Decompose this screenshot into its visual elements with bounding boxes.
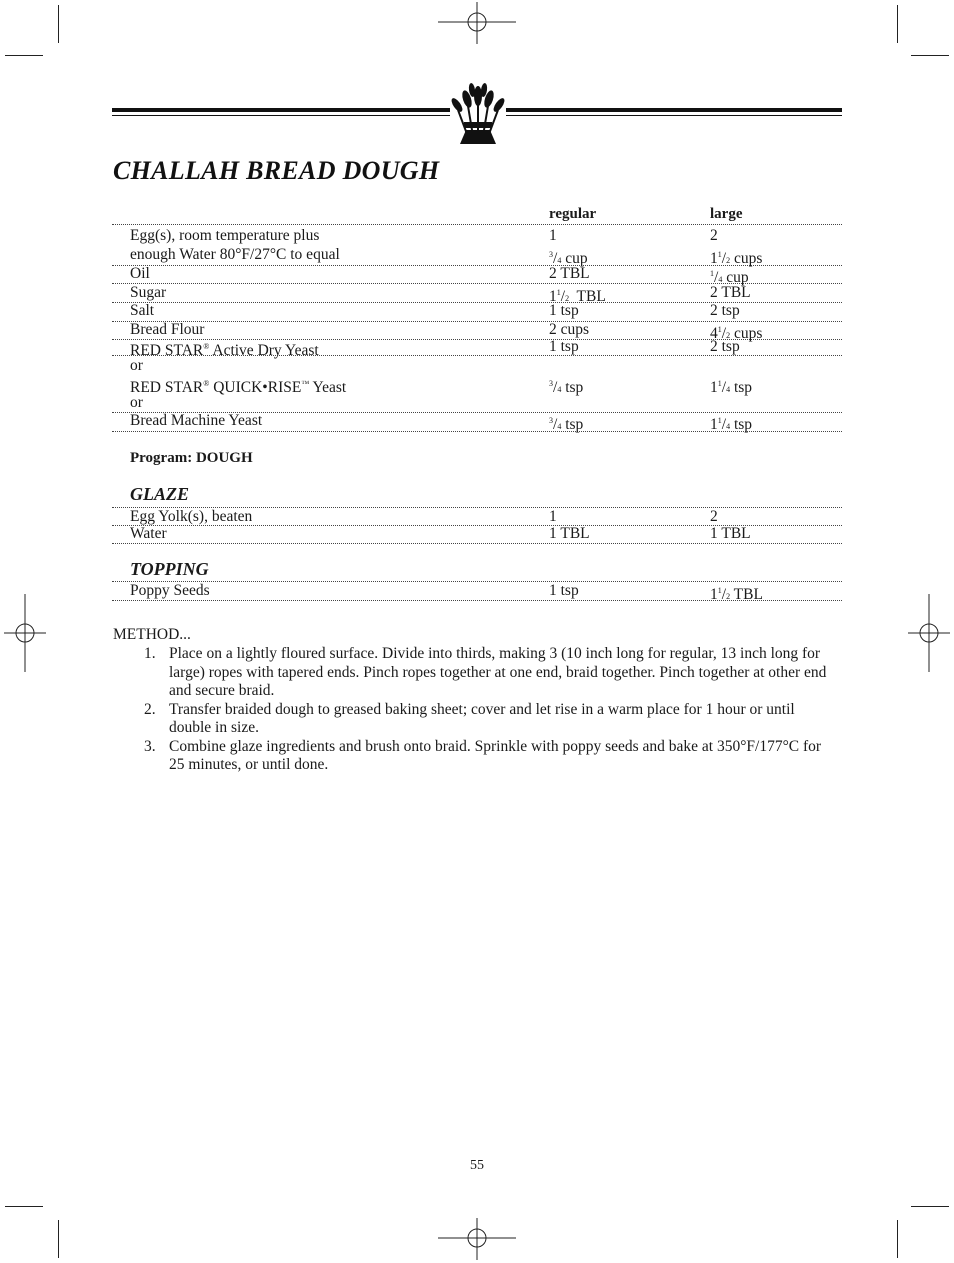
crop-mark <box>897 1220 898 1258</box>
registration-mark-top <box>438 2 516 44</box>
ingredient-label: Oil <box>130 265 150 282</box>
method-step <box>140 738 840 775</box>
amount-large: $1^1/2$ cups <box>710 250 763 267</box>
amount-regular: 1 <box>549 227 557 244</box>
step-number: 3. <box>144 737 156 755</box>
amount-regular: $1^1/2$ TBL <box>549 288 606 305</box>
page-number: 55 <box>470 1158 484 1173</box>
ingredient-row <box>112 413 842 432</box>
or-separator: or <box>130 394 143 411</box>
amount-large: 2 tsp <box>710 302 740 319</box>
step-number: 2. <box>144 700 156 718</box>
amount-regular: 2 cups <box>549 321 590 338</box>
ingredient-label: RED STAR® QUICK•RISE™ Yeast <box>130 379 347 396</box>
ingredient-row <box>112 224 842 266</box>
amount-regular: 1 TBL <box>549 525 590 542</box>
amount-regular: 1 tsp <box>549 582 579 599</box>
amount-large: $1^1/4$ tsp <box>710 416 753 433</box>
recipe-title: CHALLAH BREAD DOUGH <box>113 156 440 185</box>
amount-large: 2 TBL <box>710 284 751 301</box>
glaze-heading: GLAZE <box>130 484 190 504</box>
or-separator: or <box>130 357 143 374</box>
registration-mark-bottom <box>438 1218 516 1260</box>
method-step <box>140 701 840 738</box>
ingredient-label: Bread Machine Yeast <box>130 412 263 429</box>
amount-large: 1 TBL <box>710 525 751 542</box>
amount-regular: 2 TBL <box>549 265 590 282</box>
amount-large: 2 <box>710 227 718 244</box>
method-step <box>140 645 840 701</box>
crop-mark <box>58 5 59 43</box>
ingredient-label: enough Water 80°F/27°C to equal <box>130 246 340 263</box>
step-number: 1. <box>144 645 156 662</box>
crop-mark <box>5 55 43 56</box>
amount-large: $^1$/4 cup <box>710 269 749 286</box>
registration-mark-right <box>908 594 950 672</box>
amount-large: $1^1/4$ tsp <box>710 379 753 396</box>
ingredient-label: Bread Flour <box>130 321 205 338</box>
ingredient-label: RED STAR® Active Dry Yeast <box>130 342 319 359</box>
amount-large: 2 tsp <box>710 338 740 355</box>
step-text: Transfer braided dough to greased baking sheet; cover and let rise in a warm place for 1 hour or until double in size. <box>169 700 795 736</box>
amount-large: $1^1/2$ TBL <box>710 586 763 603</box>
ingredient-label: Egg(s), room temperature plus <box>130 227 320 244</box>
amount-large: $4^1/2$ cups <box>710 325 763 342</box>
ingredient-label: Poppy Seeds <box>130 582 210 599</box>
crop-mark <box>58 1220 59 1258</box>
ingredient-row <box>112 265 842 284</box>
method-heading: METHOD... <box>113 626 191 643</box>
amount-regular: $^3$/4 tsp <box>549 416 584 433</box>
ingredient-label: Water <box>130 525 167 542</box>
ingredient-row <box>112 581 842 601</box>
crop-mark <box>911 55 949 56</box>
amount-regular: $^3$/4 cup <box>549 250 588 267</box>
registration-mark-left <box>4 594 46 672</box>
step-text: Place on a lightly floured surface. Divide into thirds, making 3 (10 inch long for regular, 13 inch long for large) ropes with tapered ends. Pinch ropes together at one end, braid together. Pinch together at other end and secure braid. <box>169 645 827 699</box>
wheat-sheaf-icon <box>450 82 506 148</box>
amount-regular: $^3$/4 tsp <box>549 379 584 396</box>
ingredient-row <box>112 525 842 544</box>
amount-large: 2 <box>710 508 718 525</box>
ingredient-label: Salt <box>130 302 155 319</box>
crop-mark <box>911 1206 949 1207</box>
crop-mark <box>5 1206 43 1207</box>
crop-mark <box>897 5 898 43</box>
step-text: Combine glaze ingredients and brush onto braid. Sprinkle with poppy seeds and bake at 350°F/177°C for 25 minutes, or until done. <box>169 737 822 773</box>
ingredient-label: Egg Yolk(s), beaten <box>130 508 253 525</box>
topping-heading: TOPPING <box>130 559 209 579</box>
amount-regular: 1 <box>549 508 557 525</box>
amount-regular: 1 tsp <box>549 302 579 319</box>
column-header-regular: regular <box>549 206 597 222</box>
method-steps <box>140 645 840 775</box>
ingredient-row <box>112 356 842 413</box>
program-setting: Program: DOUGH <box>130 450 253 466</box>
column-header-large: large <box>710 206 743 222</box>
ingredient-row <box>112 338 842 359</box>
ingredient-label: Sugar <box>130 284 167 301</box>
amount-regular: 1 tsp <box>549 338 579 355</box>
